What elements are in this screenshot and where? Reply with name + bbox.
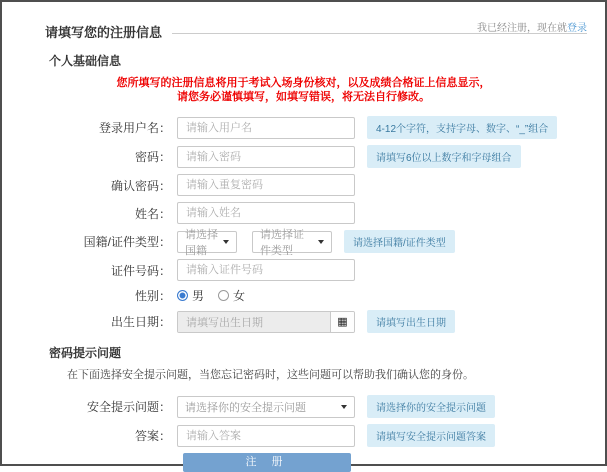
name-row <box>37 202 605 224</box>
answer-input[interactable] <box>177 425 355 447</box>
security-question-row <box>37 395 605 418</box>
confirm-password-label: 确认密码： <box>110 178 171 193</box>
gender-female-label: 女 <box>233 289 246 303</box>
security-question-hint: 请选择你的安全提示问题 <box>367 395 495 418</box>
id-number-row <box>37 259 605 281</box>
registration-form <box>2 116 605 333</box>
confirm-password-row <box>37 174 605 196</box>
answer-label: 答案： <box>134 429 171 443</box>
answer-hint: 请填写安全提示问题答案 <box>367 424 495 447</box>
username-row <box>37 116 605 139</box>
security-question-label: 安全提示问题： <box>86 400 171 414</box>
password-row <box>37 145 605 168</box>
section-basic-info-heading: 个人基础信息 <box>49 54 122 68</box>
answer-row <box>37 424 605 447</box>
password-hint: 请填写6位以上数字和字母组合 <box>367 145 521 168</box>
login-prompt <box>477 19 587 34</box>
username-input[interactable] <box>177 117 355 139</box>
calendar-icon[interactable]: ▦ <box>330 312 354 332</box>
chevron-down-icon <box>223 240 229 244</box>
security-question-select[interactable] <box>177 396 355 418</box>
name-input[interactable] <box>177 202 355 224</box>
login-prompt-text: 我已经注册，现在就 <box>477 23 567 34</box>
birth-date-row <box>37 310 605 333</box>
radio-unselected-icon <box>218 290 229 301</box>
warning-line-2: 请您务必谨慎填写，如填写错误，将无法自行修改。 <box>177 91 430 103</box>
id-type-select[interactable] <box>252 228 332 257</box>
nationality-select-value: 请选择国籍 <box>185 228 218 257</box>
hint-questions-description: 在下面选择安全提示问题，当您忘记密码时，这些问题可以帮助我们确认您的身份。 <box>67 369 474 381</box>
page-title: 请填写您的注册信息 <box>45 25 163 40</box>
chevron-down-icon <box>341 405 347 409</box>
birth-date-input-group <box>177 311 355 333</box>
hint-question-form <box>2 395 605 472</box>
id-number-input[interactable] <box>177 259 355 281</box>
section-hint-questions-heading: 密码提示问题 <box>49 346 122 360</box>
id-type-select-value: 请选择证件类型 <box>260 228 304 257</box>
gender-label: 性别： <box>134 289 171 303</box>
nationality-label: 国籍/证件类型： <box>83 235 171 249</box>
nationality-select[interactable] <box>177 228 237 257</box>
nationality-row <box>37 228 605 257</box>
id-number-label: 证件号码： <box>110 263 171 278</box>
security-question-select-value: 请选择你的安全提示问题 <box>185 401 306 414</box>
nationality-hint: 请选择国籍/证件类型 <box>344 230 455 253</box>
password-input[interactable] <box>177 146 355 168</box>
password-label: 密码： <box>134 150 171 164</box>
chevron-down-icon <box>318 240 324 244</box>
username-label: 登录用户名： <box>98 121 171 135</box>
gender-row <box>37 287 605 304</box>
gender-radio-group <box>177 287 245 304</box>
username-hint: 4-12个字符，支持字母、数字、“_”组合 <box>367 116 557 139</box>
register-button[interactable]: 注 册 <box>183 453 351 472</box>
gender-radio-male[interactable] <box>177 287 204 304</box>
confirm-password-input[interactable] <box>177 174 355 196</box>
birth-date-label: 出生日期： <box>110 315 171 329</box>
name-label: 姓名： <box>134 206 171 221</box>
birth-date-hint: 请填写出生日期 <box>367 310 455 333</box>
gender-male-label: 男 <box>192 289 205 303</box>
gender-radio-female[interactable] <box>218 287 245 304</box>
page-header <box>2 2 605 41</box>
warning-line-1: 您所填写的注册信息将用于考试入场身份核对，以及成绩合格证上信息显示， <box>116 77 491 89</box>
login-link[interactable]: 登录 <box>567 23 587 34</box>
birth-date-input[interactable]: 请填写出生日期 <box>178 312 330 332</box>
radio-selected-icon <box>177 290 188 301</box>
registration-warning <box>2 76 605 104</box>
